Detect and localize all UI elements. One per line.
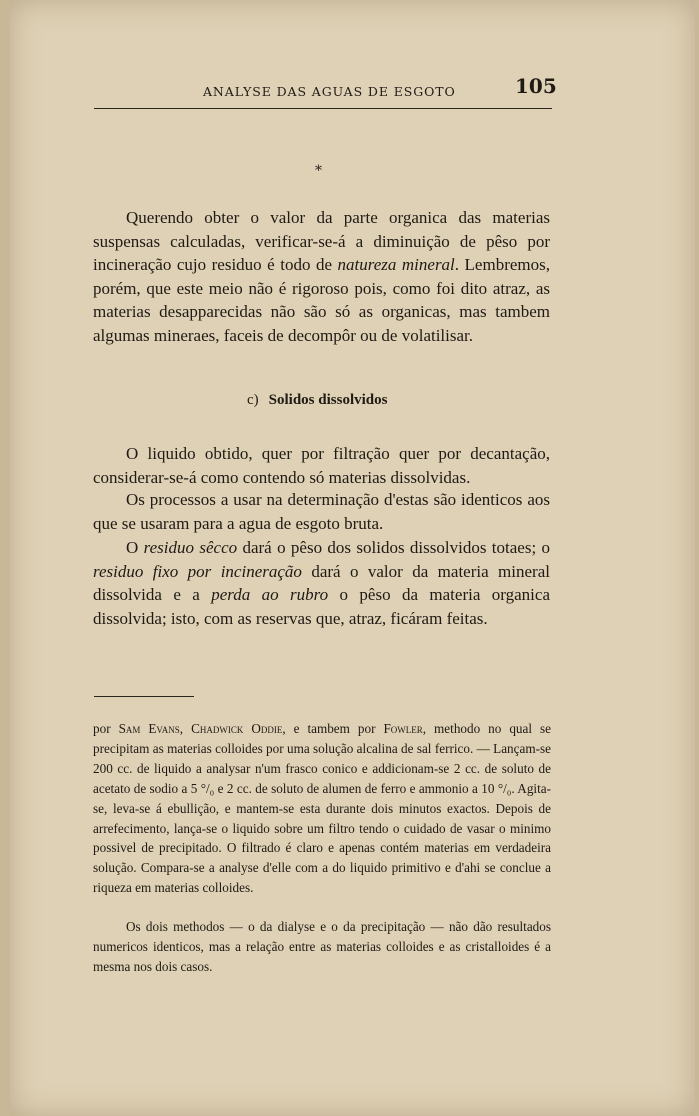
asterisk-ornament: * [315,163,322,179]
text-run: Querendo obter o valor da parte organica das materias suspensas calculadas, verificar-se-á a diminuição de pêso por incineração cujo residuo é todo de [93,208,550,275]
paragraph-processes: Os processos a usar na determinação d'estas são identicos aos que se usaram para a agua de esgoto bruta. [93,490,550,533]
author-name: Sam Evans [118,721,180,736]
paragraph-organic-matter [93,206,550,348]
text-run: , e tambem por [282,721,384,736]
emphasis-text: residuo sêcco [143,538,238,557]
paragraph-residues [93,536,550,630]
section-heading [247,392,387,409]
text-run: por [93,721,119,736]
footnote-method [93,719,551,898]
text-run: . Lembremos, porém, que este meio não é rigoroso pois, como foi dito atraz, as materias desapparecidas não são só as organicas, mas tambem algumas mineraes, faceis de decompôr ou de volatilisar. [93,255,550,345]
emphasis-text: perda ao rubro [211,585,329,605]
text-run: dará o valor da materia mineral dissolvida e a [93,561,550,605]
running-head: ANALYSE DAS AGUAS DE ESGOTO [203,84,456,99]
emphasis-text: residuo fixo por incineração [93,561,302,581]
footnote-rule [94,696,194,697]
text-run: , [179,721,192,736]
book-page [10,0,695,1116]
emphasis-text: natureza mineral [337,255,455,275]
author-name: Chadwick Oddie [191,721,283,736]
paragraph-liquid: O liquido obtido, quer por filtração quer por decantação, considerar-se-á como contendo só materias dissolvidas. [93,444,550,487]
page-number: 105 [515,74,557,98]
header-rule [94,108,552,109]
author-name: Fowler [383,721,423,736]
section-marker: c) [247,392,259,408]
section-title: Solidos dissolvidos [268,392,388,408]
text-run: , methodo no qual se precipitam as materias colloides por uma solução alcalina de sal ferrico. — Lançam-se 200 cc. de liquido a analysar n'um frasco conico e addicionam-se 2 cc. de soluto de acetato de sodio a 5 °/₀ e 2 cc. de soluto de alumen de ferro e ammonio a 10 °/₀. Agita-se, leva-se á ebullição, e mantem-se esta durante dois minutos exactos. Depois de arrefecimento, lança-se o liquido sobre um filtro tendo o cuidado de vasar o minimo possivel de precipitado. O filtrado é claro e apenas contém materias em verdadeira solução. Compara-se a analyse d'elle com a do liquido primitivo e d'ahi se conclue a riqueza em materias colloides. [93,721,551,896]
text-run: O [126,538,144,557]
text-run: dará o pêso dos solidos dissolvidos totaes; o [237,538,551,557]
footnote-comparison: Os dois methodos — o da dialyse e o da precipitação — não dão resultados numericos identicos, mas a relação entre as materias colloides e as cristalloides é a mesma nos dois casos. [93,919,551,974]
text-run: o pêso da materia organica dissolvida; isto, com as reservas que, atraz, ficáram feitas. [93,585,550,628]
